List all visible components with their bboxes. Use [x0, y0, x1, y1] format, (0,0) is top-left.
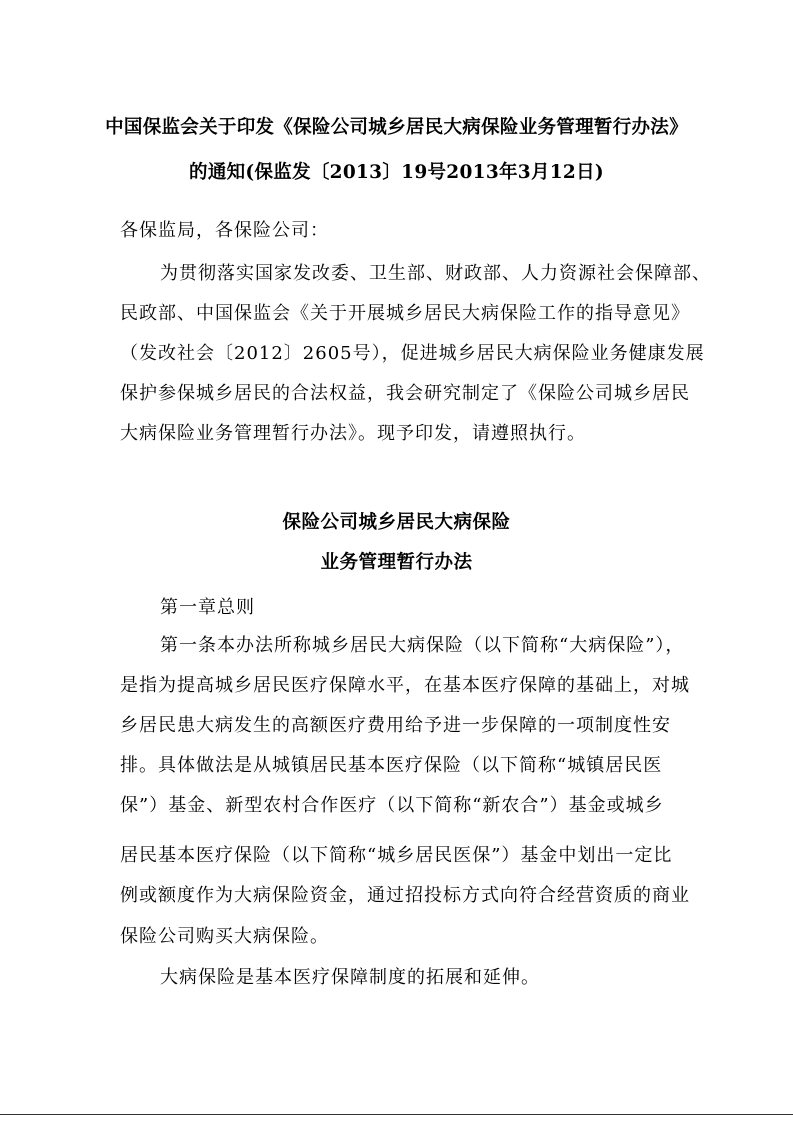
article-line: 保险公司购买大病保险。 [120, 926, 329, 947]
article-line: 居民基本医疗保险（以下简称“城乡居民医保”）基金中划出一定比 [120, 845, 673, 866]
chapter-heading: 第一章总则 [160, 597, 255, 618]
intro-line: （发改社会〔2012〕2605号），促进城乡居民大病保险业务健康发展 [120, 343, 705, 364]
intro-line: 民政部、中国保监会《关于开展城乡居民大病保险工作的指导意见》 [120, 303, 690, 324]
article-line: 保”）基金、新型农村合作医疗（以下简称“新农合”）基金或城乡 [120, 795, 664, 816]
notice-title-line-2: 的通知(保监发〔2013〕19号2013年3月12日) [189, 162, 604, 183]
article-line: 排。具体做法是从城镇居民基本医疗保险（以下简称“城镇居民医 [120, 755, 663, 776]
salutation: 各保监局，各保险公司： [120, 220, 329, 241]
intro-line: 为贯彻落实国家发改委、卫生部、财政部、人力资源社会保障部、 [160, 263, 711, 284]
article-line: 是指为提高城乡居民医疗保障水平，在基本医疗保障的基础上，对城 [120, 675, 690, 696]
notice-title-line-1: 中国保监会关于印发《保险公司城乡居民大病保险业务管理暂行办法》 [105, 117, 688, 138]
closing-paragraph: 大病保险是基本医疗保障制度的拓展和延伸。 [160, 967, 540, 988]
article-line: 乡居民患大病发生的高额医疗费用给予进一步保障的一项制度性安 [120, 715, 671, 736]
measure-title-line-2: 业务管理暂行办法 [320, 552, 473, 573]
intro-line: 大病保险业务管理暂行办法》。现予印发，请遵照执行。 [120, 423, 586, 444]
page-bottom-rule [0, 1114, 793, 1115]
intro-line: 保护参保城乡居民的合法权益，我会研究制定了《保险公司城乡居民 [120, 383, 690, 404]
article-line: 例或额度作为大病保险资金，通过招投标方式向符合经营资质的商业 [120, 885, 690, 906]
article-line: 第一条本办法所称城乡居民大病保险（以下简称“大病保险”）， [160, 635, 685, 656]
measure-title-line-1: 保险公司城乡居民大病保险 [282, 512, 511, 533]
